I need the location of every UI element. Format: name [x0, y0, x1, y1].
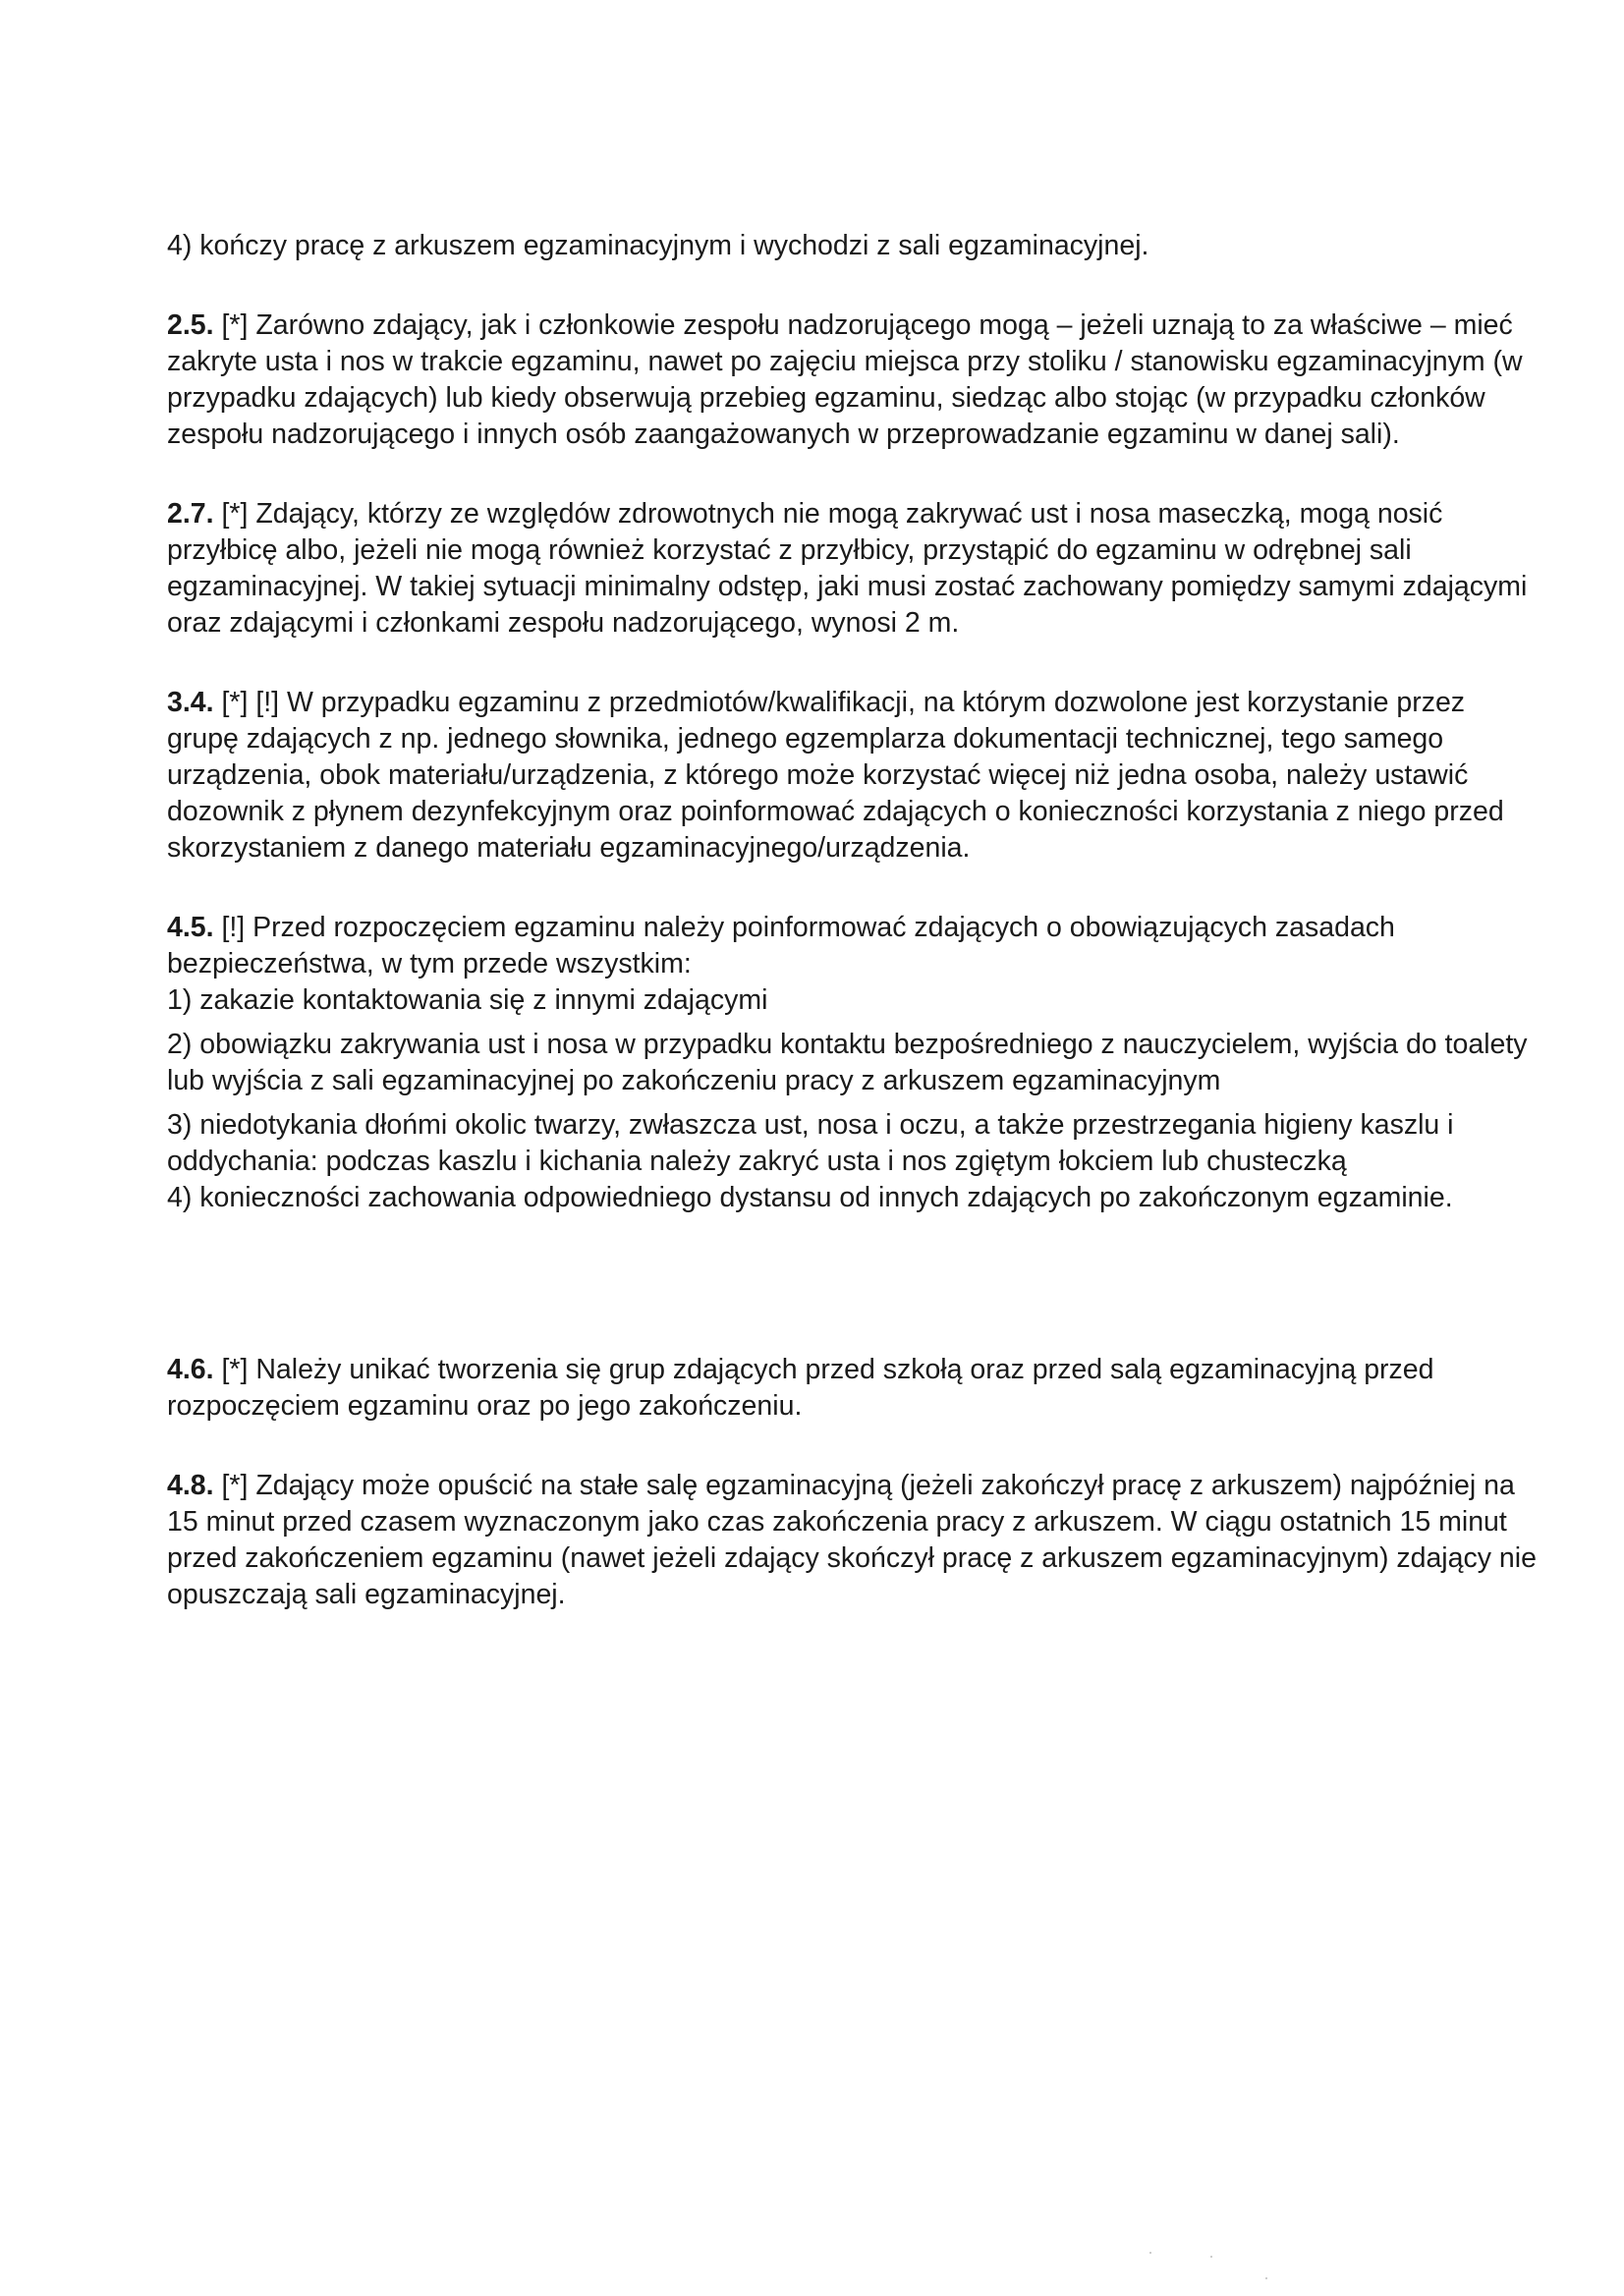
list-item: 1) zakazie kontaktowania się z innymi zdającymi [167, 984, 768, 1016]
list-item: 4) konieczności zachowania odpowiedniego dystansu od innych zdających po zakończonym egzaminie. [167, 1182, 1453, 1213]
section-number: 4.5. [167, 912, 214, 943]
section-text: [!] Przed rozpoczęciem egzaminu należy poinformować zdających o obowiązujących zasadach bezpieczeństwa, w tym przede wszystkim: [167, 912, 1395, 980]
list-item: 2) obowiązku zakrywania ust i nosa w przypadku kontaktu bezpośredniego z nauczycielem, wyjścia do toalety lub wyjścia z sali egzaminacyjnej po zakończeniu pracy z arkuszem egzaminacyjnym [167, 1029, 1528, 1096]
section-number: 2.7. [167, 498, 214, 530]
section-4-8 [167, 1468, 1542, 1613]
scan-artifact [1149, 2252, 1151, 2254]
section-number: 4.6. [167, 1354, 214, 1385]
section-4-5 [167, 910, 1542, 1216]
section-number: 3.4. [167, 687, 214, 718]
section-3-4 [167, 685, 1542, 867]
section-2-5 [167, 308, 1542, 453]
section-4-6 [167, 1352, 1542, 1425]
scan-artifact [1210, 2256, 1212, 2258]
section-number: 2.5. [167, 309, 214, 341]
section-text: [*] [!] W przypadku egzaminu z przedmiotów/kwalifikacji, na którym dozwolone jest korzystanie przez grupę zdających z np. jednego słownika, jednego egzemplarza dokumentacji technicznej, tego samego urządzenia, obok materiału/urządzenia, z którego może korzystać więcej niż jedna osoba, należy ustawić dozownik z płynem dezynfekcyjnym oraz poinformować zdających o konieczności korzystania z niego przed skorzystaniem z danego materiału egzaminacyjnego/urządzenia. [167, 687, 1504, 864]
document-body [167, 228, 1542, 1656]
section-intro [167, 910, 1542, 982]
section-text: [*] Zarówno zdający, jak i członkowie zespołu nadzorującego mogą – jeżeli uznają to za właściwe – mieć zakryte usta i nos w trakcie egzaminu, nawet po zajęciu miejsca przy stoliku / stanowisku egzaminacyjnym (w przypadku zdających) lub kiedy obserwują przebieg egzaminu, siedząc albo stojąc (w przypadku członków zespołu nadzorującego i innych osób zaangażowanych w przeprowadzanie egzaminu w danej sali). [167, 309, 1523, 450]
intro-list-item: 4) kończy pracę z arkuszem egzaminacyjnym i wychodzi z sali egzaminacyjnej. [167, 230, 1149, 261]
scan-artifact [1265, 2277, 1267, 2279]
section-text: [*] Zdający, którzy ze względów zdrowotnych nie mogą zakrywać ust i nosa maseczką, mogą nosić przyłbicę albo, jeżeli nie mogą również korzystać z przyłbicy, przystąpić do egzaminu w odrębnej sali egzaminacyjnej. W takiej sytuacji minimalny odstęp, jaki musi zostać zachowany pomiędzy samymi zdającymi oraz zdającymi i członkami zespołu nadzorującego, wynosi 2 m. [167, 498, 1528, 639]
section-number: 4.8. [167, 1470, 214, 1501]
list-item: 3) niedotykania dłońmi okolic twarzy, zwłaszcza ust, nosa i oczu, a także przestrzegania higieny kaszlu i oddychania: podczas kaszlu i kichania należy zakryć usta i nos zgiętym łokciem lub chusteczką [167, 1109, 1454, 1177]
section-text: [*] Zdający może opuścić na stałe salę egzaminacyjną (jeżeli zakończył pracę z arkuszem) najpóźniej na 15 minut przed czasem wyznaczonym jako czas zakończenia pracy z arkuszem. W ciągu ostatnich 15 minut przed zakończeniem egzaminu (nawet jeżeli zdający skończył pracę z arkuszem egzaminacyjnym) zdający nie opuszczają sali egzaminacyjnej. [167, 1470, 1537, 1610]
section-text: [*] Należy unikać tworzenia się grup zdających przed szkołą oraz przed salą egzaminacyjną przed rozpoczęciem egzaminu oraz po jego zakończeniu. [167, 1354, 1434, 1422]
spacer [167, 1216, 1542, 1352]
section-2-7 [167, 496, 1542, 642]
